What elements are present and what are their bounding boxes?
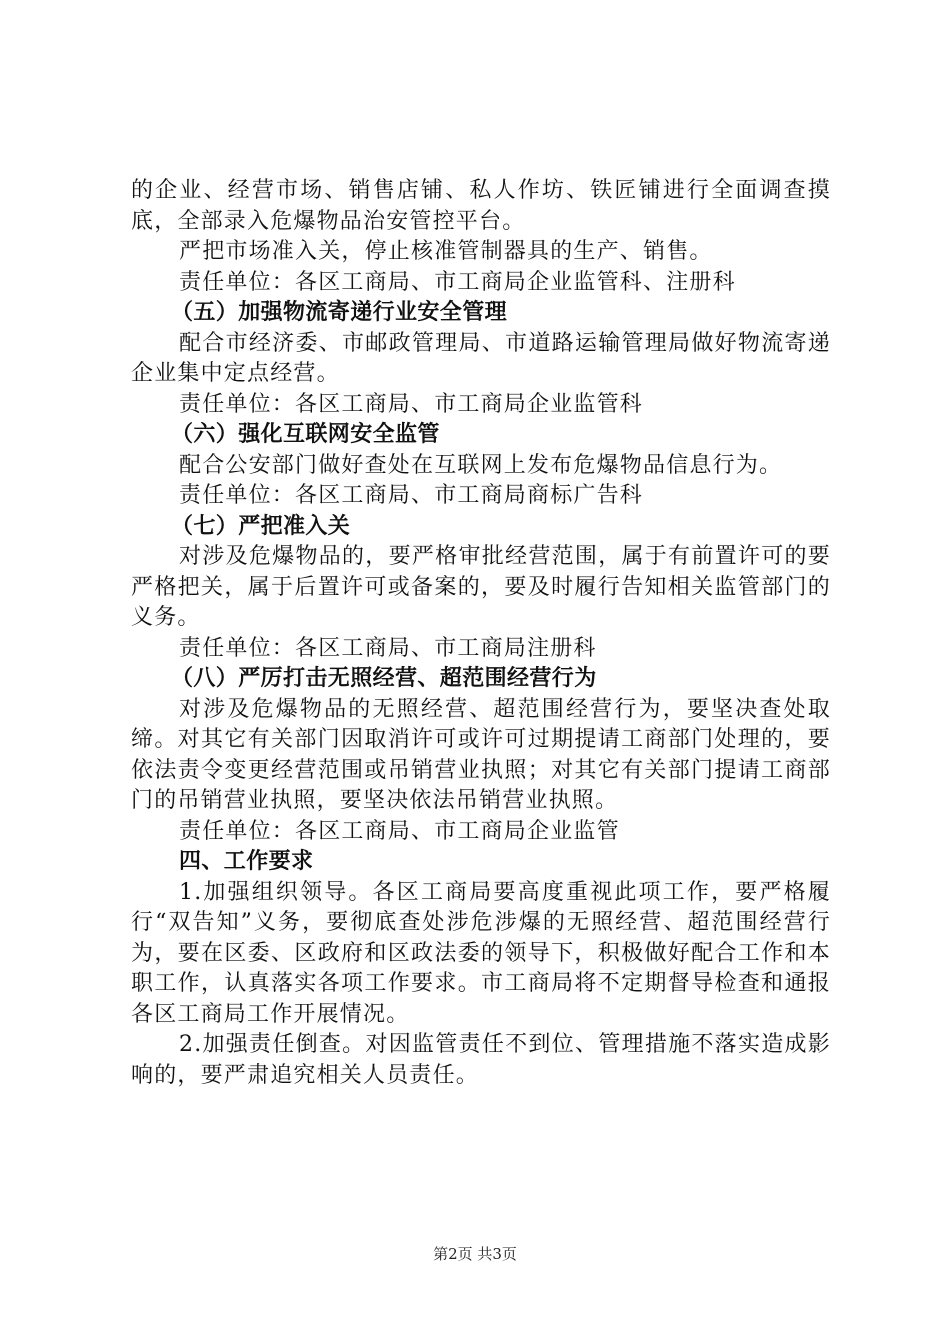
section-heading: （七）严把准入关 — [171, 513, 351, 539]
body-paragraph: 1.加强组织领导。各区工商局要高度重视此项工作，要严格履行“双告知”义务，要彻底查处涉危涉爆的无照经营、超范围经营行为，要在区委、区政府和区政法委的领导下，积极做好配合工作和本职工作，认真落实各项工作要求。市工商局将不定期督导检查和通报各区工商局工作开展情况。 — [131, 879, 831, 1027]
responsibility-line: 责任单位：各区工商局、市工商局企业监管 — [179, 818, 620, 844]
responsibility-line: 责任单位：各区工商局、市工商局企业监管科 — [179, 391, 644, 417]
body-paragraph: 对涉及危爆物品的，要严格审批经营范围，属于有前置许可的要严格把关，属于后置许可或备案的，要及时履行告知相关监管部门的义务。 — [131, 544, 831, 630]
section-heading: （六）强化互联网安全监管 — [171, 422, 440, 447]
responsibility-line: 责任单位：各区工商局、市工商局商标广告科 — [179, 483, 644, 508]
body-paragraph: 配合公安部门做好查处在互联网上发布危爆物品信息行为。 — [179, 452, 783, 478]
section-heading: （八）严厉打击无照经营、超范围经营行为 — [171, 666, 597, 691]
body-paragraph: 严把市场准入关，停止核准管制器具的生产、销售。 — [179, 239, 713, 264]
body-paragraph: 2.加强责任倒查。对因监管责任不到位、管理措施不落实造成影响的，要严肃追究相关人员责任。 — [131, 1032, 831, 1088]
responsibility-line: 责任单位：各区工商局、市工商局注册科 — [179, 635, 597, 661]
chapter-heading: 四、工作要求 — [179, 849, 314, 874]
body-paragraph: 的企业、经营市场、销售店铺、私人作坊、铁匠铺进行全面调查摸底，全部录入危爆物品治安管控平台。 — [131, 178, 831, 234]
body-paragraph: 对涉及危爆物品的无照经营、超范围经营行为，要坚决查处取缔。对其它有关部门因取消许可或许可过期提请工商部门处理的，要依法责令变更经营范围或吊销营业执照；对其它有关部门提请工商部门的吊销营业执照，要坚决依法吊销营业执照。 — [131, 696, 831, 813]
section-heading: （五）加强物流寄递行业安全管理 — [171, 300, 508, 325]
page-number-footer: 第2页 共3页 — [433, 1245, 517, 1263]
document-body — [131, 176, 831, 1091]
body-paragraph: 配合市经济委、市邮政管理局、市道路运输管理局做好物流寄递企业集中定点经营。 — [131, 330, 831, 386]
responsibility-line: 责任单位：各区工商局、市工商局企业监管科、注册科 — [179, 269, 736, 295]
